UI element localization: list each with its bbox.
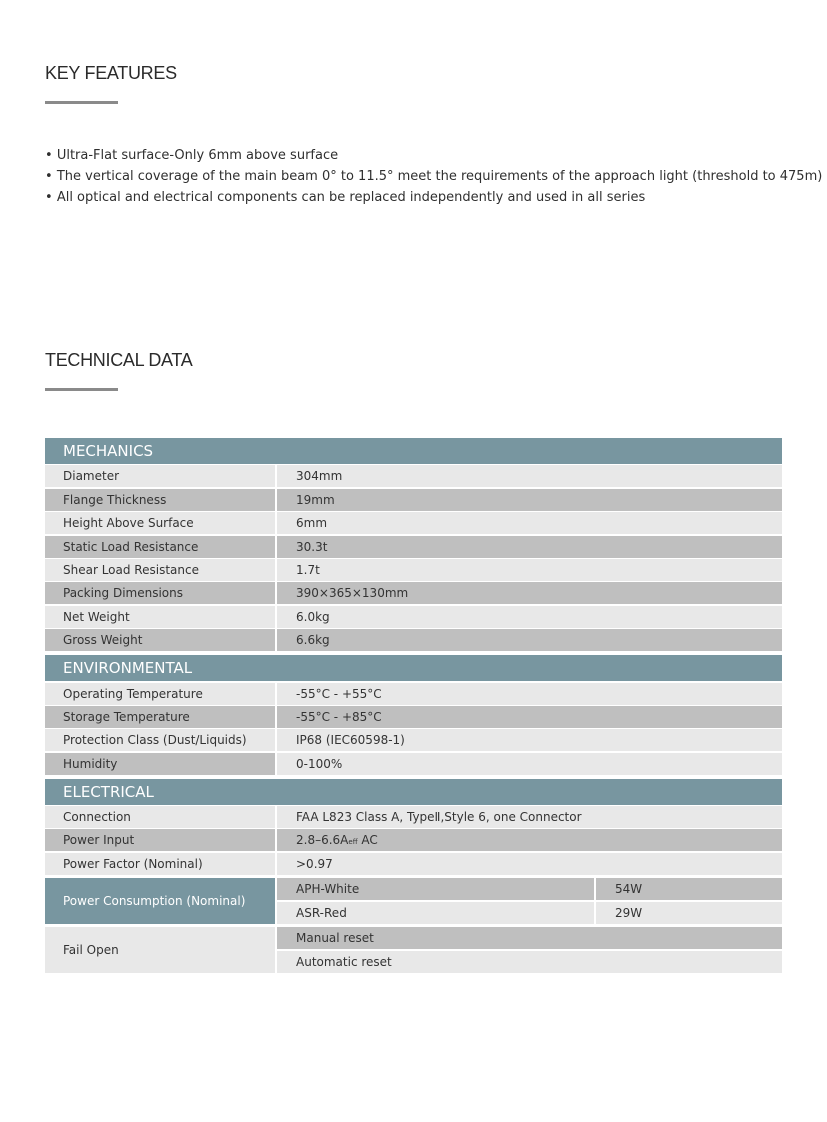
spec-value: 304mm bbox=[277, 465, 782, 487]
spec-value: 30.3t bbox=[277, 536, 782, 558]
spec-value: -55°C - +55°C bbox=[277, 683, 782, 705]
spec-label: Flange Thickness bbox=[45, 489, 275, 511]
section-header-mechanics: MECHANICS bbox=[45, 438, 782, 464]
feature-item: • Ultra-Flat surface-Only 6mm above surface bbox=[45, 145, 822, 166]
fail-open-group bbox=[45, 927, 782, 973]
spec-label: Protection Class (Dust/Liquids) bbox=[45, 729, 275, 751]
spec-label: Power Input bbox=[45, 829, 275, 851]
spec-label: Connection bbox=[45, 806, 275, 828]
power-input-unit: AC bbox=[357, 833, 378, 848]
spec-table bbox=[45, 438, 782, 973]
power-consumption-value: 29W bbox=[596, 902, 782, 924]
technical-data-heading: TECHNICAL DATA bbox=[45, 350, 193, 370]
feature-item: • All optical and electrical components can be replaced independently and used in all series bbox=[45, 187, 822, 208]
section-header-environmental: ENVIRONMENTAL bbox=[45, 655, 782, 681]
key-features-heading: KEY FEATURES bbox=[45, 63, 177, 83]
spec-label: Fail Open bbox=[45, 927, 275, 973]
spec-label: Net Weight bbox=[45, 606, 275, 628]
spec-value: >0.97 bbox=[277, 853, 782, 875]
fail-open-option: Manual reset bbox=[277, 927, 782, 949]
power-consumption-variant: ASR-Red bbox=[277, 902, 594, 924]
spec-value: 19mm bbox=[277, 489, 782, 511]
power-input-subscript: eff bbox=[348, 838, 358, 847]
spec-value: FAA L823 Class A, TypeⅡ,Style 6, one Connector bbox=[277, 806, 782, 828]
heading-underline bbox=[45, 101, 118, 104]
power-input-value: 2.8–6.6A bbox=[296, 833, 349, 848]
spec-value: 390×365×130mm bbox=[277, 582, 782, 604]
spec-label: Operating Temperature bbox=[45, 683, 275, 705]
spec-value: IP68 (IEC60598-1) bbox=[277, 729, 782, 751]
spec-value: -55°C - +85°C bbox=[277, 706, 782, 728]
feature-list bbox=[45, 145, 822, 208]
spec-label: Height Above Surface bbox=[45, 512, 275, 534]
section-header-electrical: ELECTRICAL bbox=[45, 779, 782, 805]
spec-label: Humidity bbox=[45, 753, 275, 775]
spec-value: 6mm bbox=[277, 512, 782, 534]
spec-label: Storage Temperature bbox=[45, 706, 275, 728]
spec-value: 1.7t bbox=[277, 559, 782, 581]
fail-open-option: Automatic reset bbox=[277, 951, 782, 973]
power-consumption-value: 54W bbox=[596, 878, 782, 900]
spec-label: Power Consumption (Nominal) bbox=[45, 878, 275, 924]
spec-label: Gross Weight bbox=[45, 629, 275, 651]
spec-label: Packing Dimensions bbox=[45, 582, 275, 604]
heading-underline bbox=[45, 388, 118, 391]
spec-label: Static Load Resistance bbox=[45, 536, 275, 558]
spec-value: 6.0kg bbox=[277, 606, 782, 628]
feature-item: • The vertical coverage of the main beam 0° to 11.5° meet the requirements of the approach light (threshold to 475m) bbox=[45, 166, 822, 187]
power-consumption-group bbox=[45, 878, 782, 924]
power-consumption-variant: APH-White bbox=[277, 878, 594, 900]
spec-label: Shear Load Resistance bbox=[45, 559, 275, 581]
spec-value: 0-100% bbox=[277, 753, 782, 775]
spec-label: Power Factor (Nominal) bbox=[45, 853, 275, 875]
spec-value bbox=[277, 829, 782, 851]
spec-label: Diameter bbox=[45, 465, 275, 487]
spec-value: 6.6kg bbox=[277, 629, 782, 651]
